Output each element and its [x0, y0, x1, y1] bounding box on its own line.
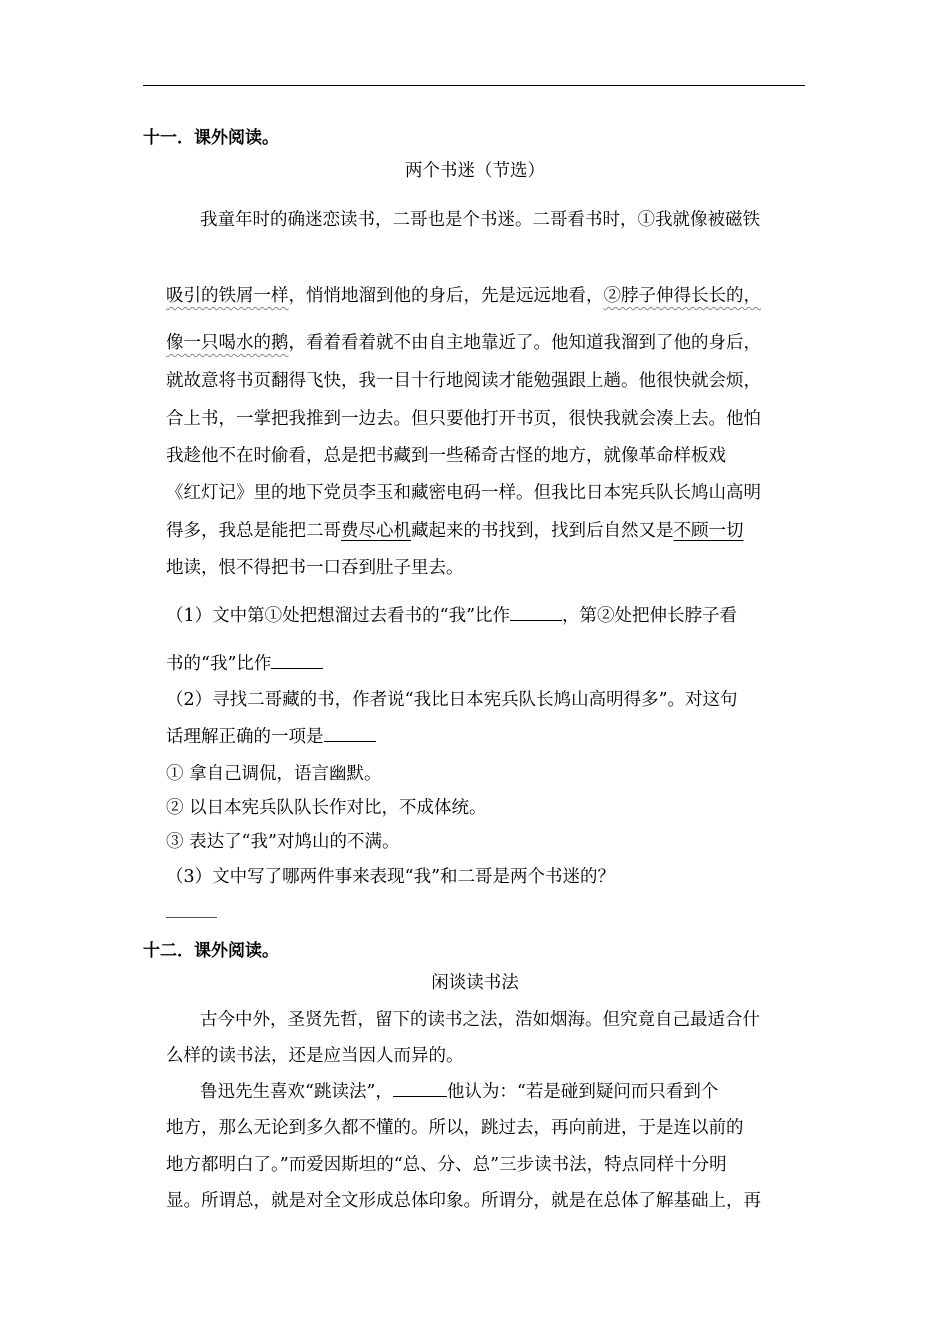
marker-1-text: ①我就像被磁铁 [637, 210, 760, 230]
paragraph-line-7: 《红灯记》里的地下党员李玉和藏密电码一样。但我比日本宪兵队长鸠山高明 [166, 483, 761, 503]
question-1-line-1 [166, 605, 737, 627]
text-span: 书的“我”比作 [166, 654, 272, 674]
section-12-heading: 十二．课外阅读。 [143, 941, 279, 961]
section-11-title: 两个书迷（节选） [405, 161, 545, 181]
paragraph-2-line-5: 地方都明白了。”而爱因斯坦的“总、分、总”三步读书法，特点同样十分明 [166, 1155, 727, 1175]
question-1-line-2 [166, 653, 323, 675]
text-span: 得多，我总是能把二哥 [166, 521, 341, 541]
paragraph-line-9: 地读，恨不得把书一口吞到肚子里去。 [166, 558, 464, 578]
option-3: ③ 表达了“我”对鸠山的不满。 [166, 832, 400, 852]
paragraph-line-5: 合上书，一掌把我推到一边去。但只要他打开书页，很快我就会凑上去。他怕 [166, 409, 761, 429]
text-span: （1）文中第①处把想溜过去看书的“我”比作 [166, 606, 511, 626]
paragraph-line-3 [166, 332, 761, 354]
section-11-heading: 十一．课外阅读。 [143, 128, 279, 148]
answer-line[interactable] [166, 917, 217, 918]
text-span: 鲁迅先生喜欢“跳读法”， [200, 1082, 393, 1102]
paragraph-line-1 [200, 209, 760, 231]
question-3: （3）文中写了哪两件事来表现“我”和二哥是两个书迷的？ [166, 867, 616, 887]
question-2-line-1: （2）寻找二哥藏的书，作者说“我比日本宪兵队长鸠山高明得多”。对这句 [166, 690, 738, 710]
paragraph-line-6: 我趁他不在时偷看，总是把书藏到一些稀奇古怪的地方，就像革命样板戏 [166, 446, 726, 466]
text-span: ，第②处把伸长脖子看 [562, 606, 738, 626]
paragraph-2-line-4: 地方，那么无论到多久都不懂的。所以，跳过去，再向前进，于是连以前的 [166, 1118, 744, 1138]
paragraph-2-line-3 [200, 1081, 718, 1103]
wavy-underline-phrase-3: 像一只喝水的鹅 [166, 333, 289, 353]
text-span: 我童年时的确迷恋读书，二哥也是个书迷。二哥看书时， [200, 210, 638, 230]
text-span: 话理解正确的一项是 [166, 727, 324, 747]
section-12-title: 闲谈读书法 [431, 973, 519, 993]
option-2: ② 以日本宪兵队队长作对比，不成体统。 [166, 798, 487, 818]
paragraph-line-8 [166, 520, 744, 542]
text-span: 藏起来的书找到，找到后自然又是 [411, 521, 674, 541]
text-span: ，悄悄地溜到他的身后，先是远远地看， [288, 286, 604, 306]
text-span: 他认为：“若是碰到疑问而只看到个 [446, 1082, 719, 1102]
answer-blank[interactable] [510, 606, 562, 621]
paragraph-line-4: 就故意将书页翻得飞快，我一目十行地阅读才能勉强跟上趟。他很快就会烦， [166, 371, 761, 391]
question-2-line-2 [166, 726, 376, 748]
answer-blank[interactable] [271, 654, 323, 669]
option-1: ① 拿自己调侃，语言幽默。 [166, 764, 382, 784]
answer-blank[interactable] [393, 1082, 447, 1097]
wavy-underline-phrase-2: ②脖子伸得长长的， [603, 286, 761, 306]
text-span: ，看着看着就不由自主地靠近了。他知道我溜到了他的身后， [288, 333, 761, 353]
paragraph-line-2 [166, 285, 761, 307]
paragraph-2-line-6: 显。所谓总，就是对全文形成总体印象。所谓分，就是在总体了解基础上，再 [166, 1191, 761, 1211]
wavy-underline-phrase-1: 吸引的铁屑一样 [166, 286, 289, 306]
underlined-word-2: 不顾一切 [673, 521, 744, 541]
underlined-word-1: 费尽心机 [341, 521, 411, 541]
paragraph-2-line-2: 么样的读书法，还是应当因人而异的。 [166, 1046, 464, 1066]
answer-blank[interactable] [324, 727, 376, 742]
header-rule [143, 85, 805, 86]
paragraph-2-line-1: 古今中外，圣贤先哲，留下的读书之法，浩如烟海。但究竟自己最适合什 [200, 1010, 760, 1030]
